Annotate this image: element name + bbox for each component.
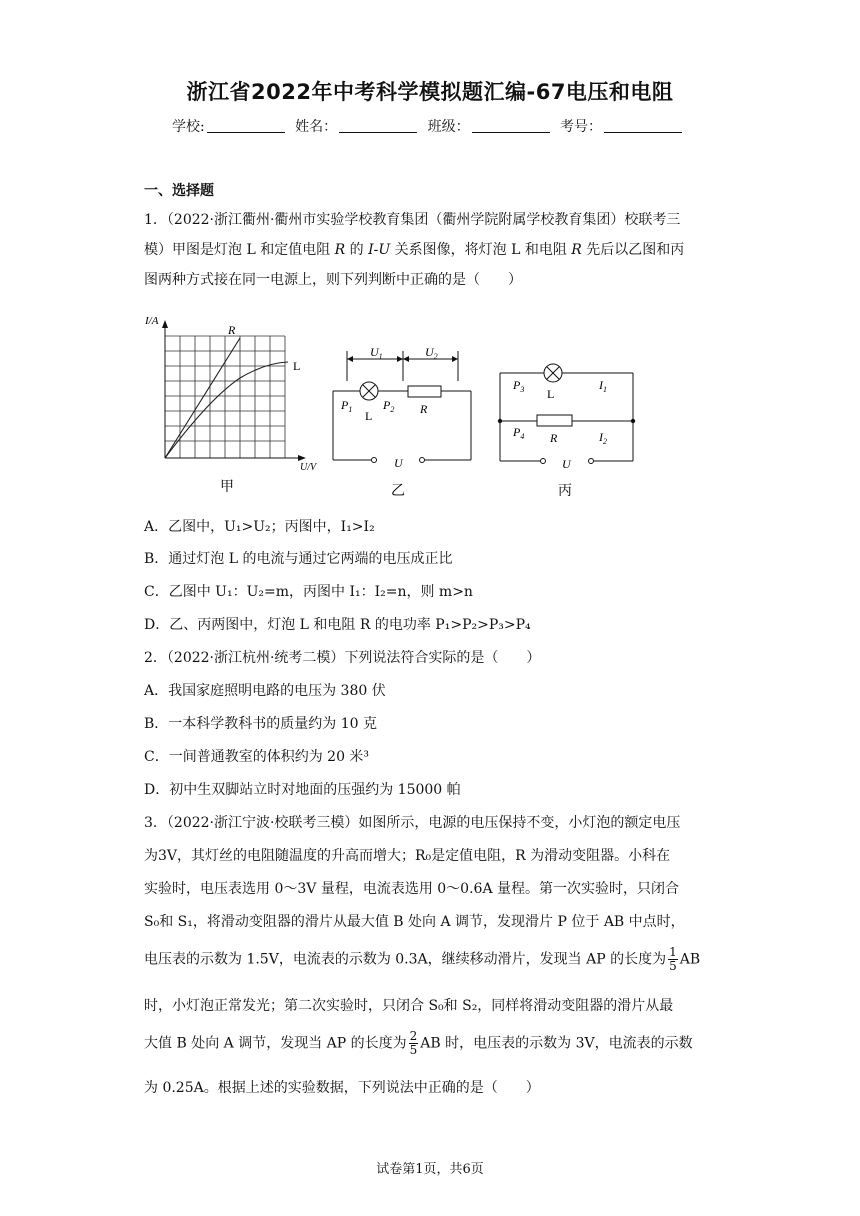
school-blank[interactable]: [207, 118, 285, 133]
x-axis-arrow: [298, 455, 306, 461]
figure-jia-iu-graph: [140, 308, 320, 498]
q2-option-a[interactable]: A．我国家庭照明电路的电压为 380 伏: [144, 683, 386, 699]
q1-line2: 模）甲图是灯泡 L 和定值电阻 R 的 I-U 关系图像，将灯泡 L 和电阻 R 先后以乙图和丙: [144, 242, 685, 258]
terminal-left: [541, 459, 546, 464]
q3-line3: 实验时，电压表选用 0～3V 量程，电流表选用 0～0.6A 量程。第一次实验时，只闭合: [144, 881, 680, 897]
name-label: 姓名：: [295, 119, 338, 135]
school-label: 学校:: [171, 119, 205, 135]
lamp-label: L: [365, 409, 373, 423]
resistor-label: R: [420, 402, 428, 416]
resistor-icon: [537, 415, 572, 426]
q2-option-d[interactable]: D．初中生双脚站立时对地面的压强约为 15000 帕: [144, 782, 461, 798]
figure-yi-caption: 乙: [391, 483, 405, 499]
section-heading: 一、选择题: [144, 183, 214, 199]
p3-label: $P_3$: [513, 378, 525, 394]
fraction-one-fifth: $\frac{1}{5}$: [669, 945, 677, 973]
q2-option-c[interactable]: C．一间普通教室的体积约为 20 米³: [144, 749, 370, 765]
page-footer: 试卷第1页，共6页: [376, 1162, 484, 1177]
q1-option-b[interactable]: B．通过灯泡 L 的电流与通过它两端的电压成正比: [144, 551, 453, 567]
exam-no-label: 考号：: [560, 119, 603, 135]
figure-bing-caption: 丙: [558, 483, 572, 499]
y-axis-arrow: [162, 320, 168, 328]
curve-r: [165, 338, 240, 458]
figure-yi-series-circuit: [325, 345, 490, 500]
q3-line2: 为3V，其灯丝的电阻随温度的升高而增大；R₀是定值电阻，R 为滑动变阻器。小科在: [144, 848, 671, 864]
figure-jia-caption: 甲: [220, 479, 234, 495]
q2-stem: 2．（2022·浙江杭州·统考二模）下列说法符合实际的是（ ）: [144, 650, 541, 666]
p2-label: $P_2$: [383, 398, 395, 414]
student-info-line: [0, 116, 860, 136]
q3-line6: 时，小灯泡正常发光；第二次实验时，只闭合 S₀和 S₂，同样将滑动变阻器的滑片从最: [144, 998, 674, 1014]
u1-label: $U_1$: [370, 345, 383, 361]
lamp-label: L: [547, 387, 555, 401]
source-label: U: [562, 457, 571, 471]
graph-grid: [165, 336, 285, 458]
terminal-right: [589, 459, 594, 464]
p4-label: $P_4$: [513, 425, 525, 441]
source-label: U: [394, 456, 403, 470]
terminal-left: [372, 458, 377, 463]
q3-line1: 3．（2022·浙江宁波·校联考三模）如图所示，电源的电压保持不变，小灯泡的额定电压: [144, 815, 681, 831]
q3-line5: 电压表的示数为 1.5V，电流表的示数为 0.3A，继续移动滑片，发现当 AP 的长度为 $\frac{1}{5}$ AB: [144, 945, 701, 973]
fraction-two-fifths: $\frac{2}{5}$: [409, 1029, 418, 1057]
class-label: 班级：: [427, 119, 470, 135]
x-axis-label: U/V: [300, 462, 317, 473]
p1-label: $P_1$: [341, 398, 353, 414]
curve-l: [165, 362, 288, 458]
curve-l-label: L: [293, 359, 301, 373]
terminal-right: [420, 458, 425, 463]
resistor-label: R: [550, 431, 558, 445]
name-blank[interactable]: [339, 118, 417, 133]
q1-line1: 1．（2022·浙江衢州·衢州市实验学校教育集团（衢州学院附属学校教育集团）校联考三: [144, 212, 681, 228]
q1-option-a[interactable]: A．乙图中，U₁>U₂；丙图中，I₁>I₂: [144, 519, 375, 535]
i2-label: $I_2$: [599, 430, 607, 446]
q1-option-c[interactable]: C．乙图中 U₁：U₂=m，丙图中 I₁：I₂=n，则 m>n: [144, 584, 473, 600]
y-axis-label: I/A: [145, 315, 159, 327]
q3-line8: 为 0.25A。根据上述的实验数据，下列说法中正确的是（ ）: [144, 1080, 540, 1096]
resistor-icon: [408, 386, 441, 397]
q1-line3: 图两种方式接在同一电源上，则下列判断中正确的是（ ）: [144, 272, 522, 288]
u2-label: $U_2$: [425, 345, 438, 361]
q3-line4: S₀和 S₁，将滑动变阻器的滑片从最大值 B 处向 A 调节，发现滑片 P 位于 AB 中点时，: [144, 914, 685, 930]
page-title: 浙江省2022年中考科学模拟题汇编-67电压和电阻: [186, 80, 674, 104]
exam-no-blank[interactable]: [604, 118, 682, 133]
figure-bing-parallel-circuit: [495, 355, 645, 500]
q2-option-b[interactable]: B．一本科学教科书的质量约为 10 克: [144, 716, 378, 732]
q3-line7: 大值 B 处向 A 调节，发现当 AP 的长度为 $\frac{2}{5}$ AB 时，电压表的示数为 3V，电流表的示数: [144, 1029, 693, 1057]
i1-label: $I_1$: [599, 378, 607, 394]
class-blank[interactable]: [472, 118, 550, 133]
curve-r-label: R: [228, 323, 236, 337]
q1-option-d[interactable]: D．乙、丙两图中，灯泡 L 和电阻 R 的电功率 P₁>P₂>P₃>P₄: [144, 617, 531, 633]
